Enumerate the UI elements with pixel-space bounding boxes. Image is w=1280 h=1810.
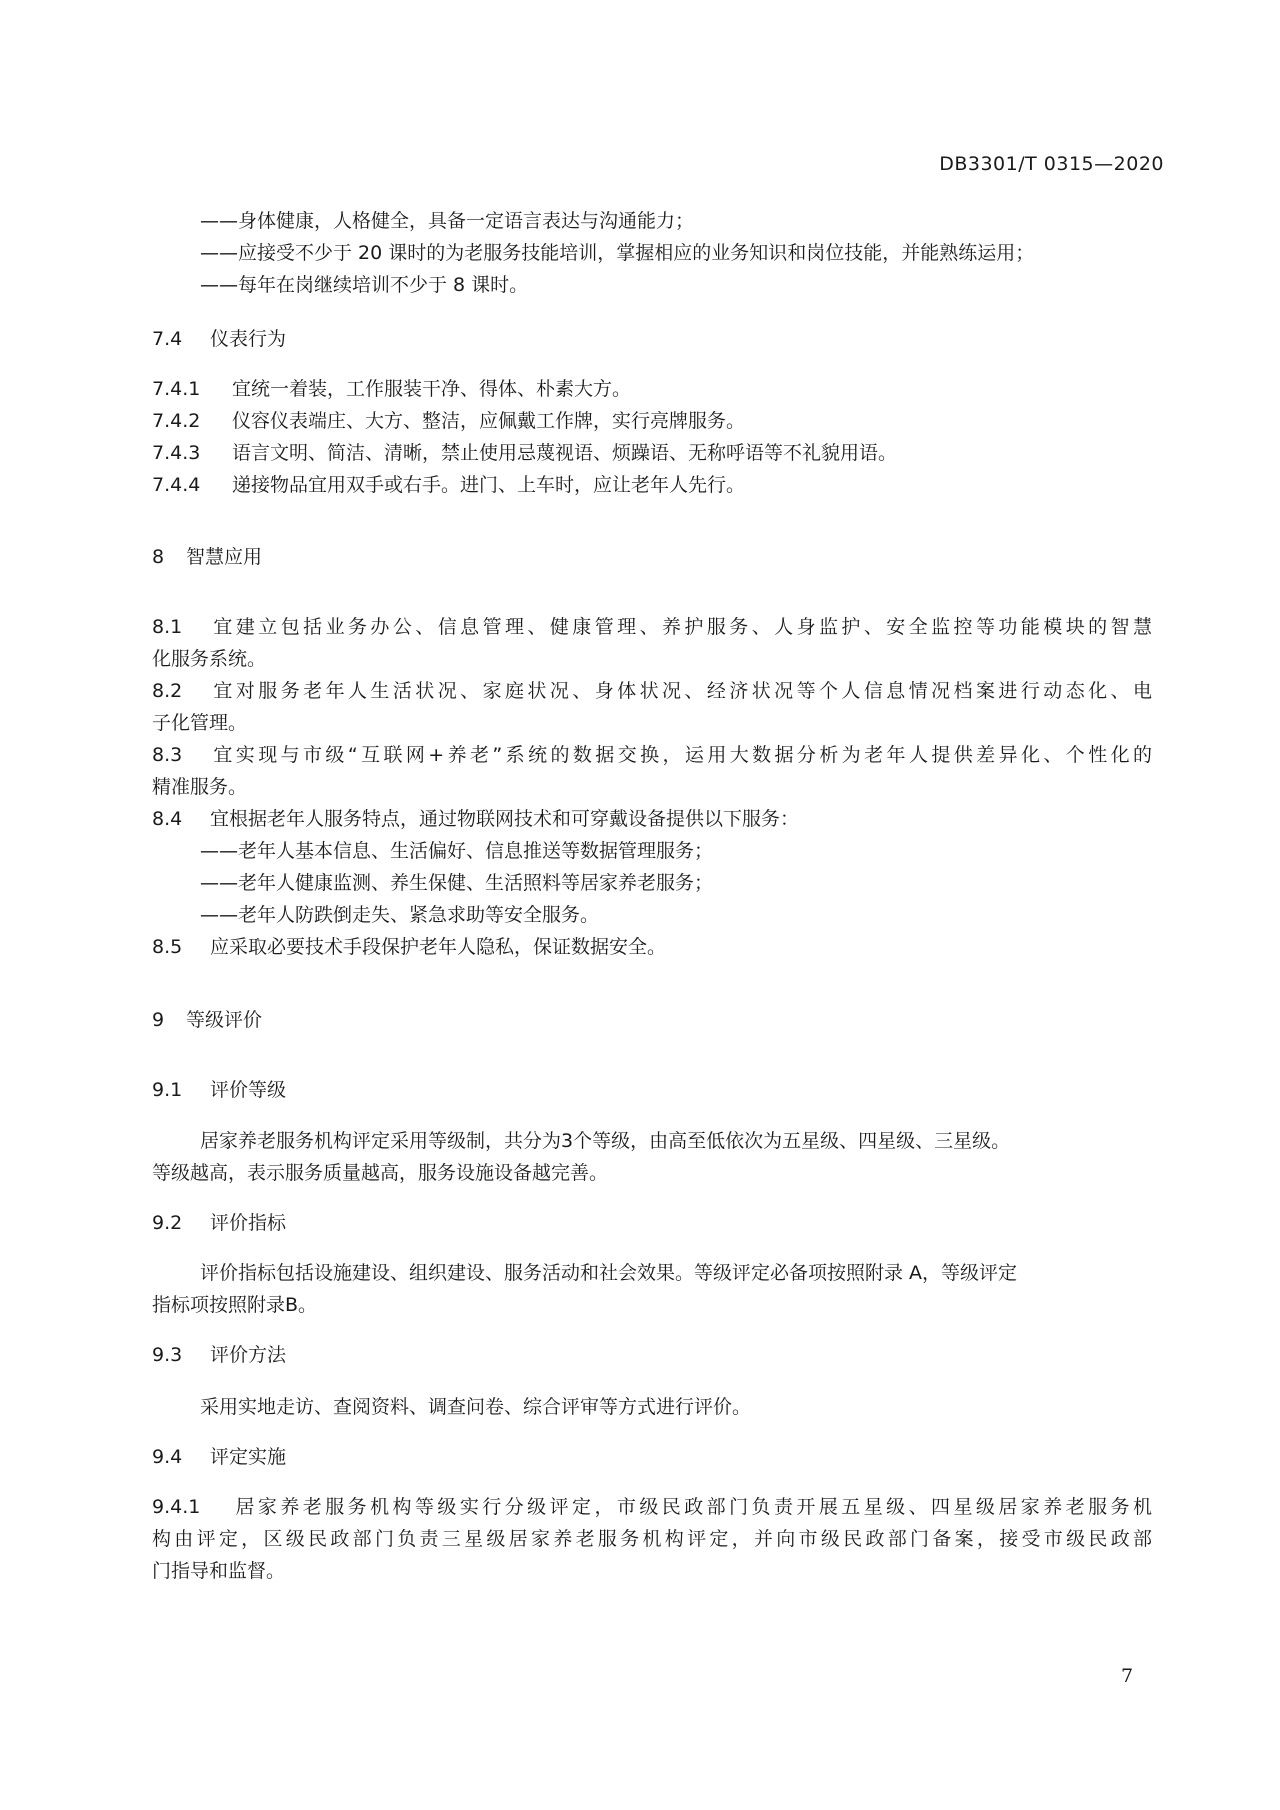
list-item: ——每年在岗继续培训不少于 8 课时。	[200, 274, 529, 296]
section-heading-9-2	[152, 1209, 286, 1237]
paragraph: 居家养老服务机构评定采用等级制，共分为3个等级，由高至低依次为五星级、四星级、三星级。	[200, 1130, 1011, 1152]
section-heading-9-4	[152, 1443, 286, 1471]
section-heading-7-4	[152, 325, 286, 353]
clause-7-4-3	[152, 439, 897, 467]
section-heading-9-3	[152, 1341, 286, 1369]
clause-continuation: 门指导和监督。	[152, 1560, 286, 1582]
clause-8-2	[152, 677, 1152, 705]
clause-7-4-1	[152, 375, 631, 403]
clause-8-1	[152, 613, 1152, 641]
section-title: 仪表行为	[210, 328, 287, 350]
clause-text: 应采取必要技术手段保护老年人隐私，保证数据安全。	[210, 936, 667, 958]
section-number: 8	[152, 546, 165, 568]
clause-text: 宜对服务老年人生活状况、家庭状况、身体状况、经济状况等个人信息情况档案进行动态化、电	[210, 680, 1152, 702]
section-number: 9	[152, 1009, 165, 1031]
section-title: 智慧应用	[186, 546, 263, 568]
clause-text: 宜统一着装，工作服装干净、得体、朴素大方。	[232, 378, 632, 400]
clause-continuation: 化服务系统。	[152, 648, 267, 670]
clause-text: 语言文明、简洁、清晰，禁止使用忌蔑视语、烦躁语、无称呼语等不礼貌用语。	[232, 442, 898, 464]
section-heading-9-1	[152, 1076, 286, 1104]
clause-continuation: 精准服务。	[152, 776, 248, 798]
section-heading-9	[152, 1006, 262, 1034]
clause-number: 8.2	[152, 680, 183, 702]
section-title: 评价等级	[210, 1079, 287, 1101]
clause-number: 9.4.1	[152, 1496, 201, 1518]
clause-8-4	[152, 805, 799, 833]
clause-continuation: 构由评定，区级民政部门负责三星级居家养老服务机构评定，并向市级民政部门备案，接受市级民政部	[152, 1528, 1152, 1550]
paragraph: 评价指标包括设施建设、组织建设、服务活动和社会效果。等级评定必备项按照附录 A，等级评定	[200, 1262, 1018, 1284]
clause-7-4-4	[152, 471, 745, 499]
clause-text: 居家养老服务机构等级实行分级评定，市级民政部门负责开展五星级、四星级居家养老服务机	[232, 1496, 1152, 1518]
clause-number: 8.5	[152, 936, 183, 958]
clause-9-4-1	[152, 1493, 1152, 1521]
clause-text: 宜实现与市级“互联网+养老”系统的数据交换，运用大数据分析为老年人提供差异化、个性化的	[210, 744, 1152, 766]
clause-text: 宜根据老年人服务特点，通过物联网技术和可穿戴设备提供以下服务：	[210, 808, 800, 830]
page-number: 7	[1121, 1665, 1134, 1687]
clause-number: 8.1	[152, 616, 183, 638]
clause-number: 8.3	[152, 744, 183, 766]
paragraph: 采用实地走访、查阅资料、调查问卷、综合评审等方式进行评价。	[200, 1396, 752, 1418]
clause-8-3	[152, 741, 1152, 769]
page-header-doc-id: DB3301/T 0315—2020	[939, 153, 1164, 175]
clause-number: 7.4.2	[152, 410, 201, 432]
clause-number: 7.4.4	[152, 474, 201, 496]
clause-text: 仪容仪表端庄、大方、整洁，应佩戴工作牌，实行亮牌服务。	[232, 410, 746, 432]
section-title: 评价方法	[210, 1344, 287, 1366]
section-number: 9.1	[152, 1079, 183, 1101]
clause-number: 7.4.1	[152, 378, 201, 400]
list-item: ——老年人基本信息、生活偏好、信息推送等数据管理服务；	[200, 840, 714, 862]
clause-text: 递接物品宜用双手或右手。进门、上车时，应让老年人先行。	[232, 474, 746, 496]
section-heading-8	[152, 543, 262, 571]
section-title: 等级评价	[186, 1009, 263, 1031]
section-number: 9.4	[152, 1446, 183, 1468]
clause-number: 8.4	[152, 808, 183, 830]
paragraph-continuation: 等级越高，表示服务质量越高，服务设施设备越完善。	[152, 1162, 609, 1184]
section-number: 7.4	[152, 328, 183, 350]
list-item: ——身体健康，人格健全，具备一定语言表达与沟通能力；	[200, 210, 695, 232]
section-title: 评定实施	[210, 1446, 287, 1468]
list-item: ——老年人健康监测、养生保健、生活照料等居家养老服务；	[200, 872, 714, 894]
clause-7-4-2	[152, 407, 745, 435]
section-title: 评价指标	[210, 1212, 287, 1234]
clause-continuation: 子化管理。	[152, 712, 248, 734]
paragraph-continuation: 指标项按照附录B。	[152, 1294, 318, 1316]
section-number: 9.3	[152, 1344, 183, 1366]
clause-number: 7.4.3	[152, 442, 201, 464]
list-item: ——老年人防跌倒走失、紧急求助等安全服务。	[200, 904, 600, 926]
list-item: ——应接受不少于 20 课时的为老服务技能培训，掌握相应的业务知识和岗位技能，并能熟练运用；	[200, 242, 1035, 264]
section-number: 9.2	[152, 1212, 183, 1234]
clause-8-5	[152, 933, 666, 961]
clause-text: 宜建立包括业务办公、信息管理、健康管理、养护服务、人身监护、安全监控等功能模块的智慧	[210, 616, 1152, 638]
